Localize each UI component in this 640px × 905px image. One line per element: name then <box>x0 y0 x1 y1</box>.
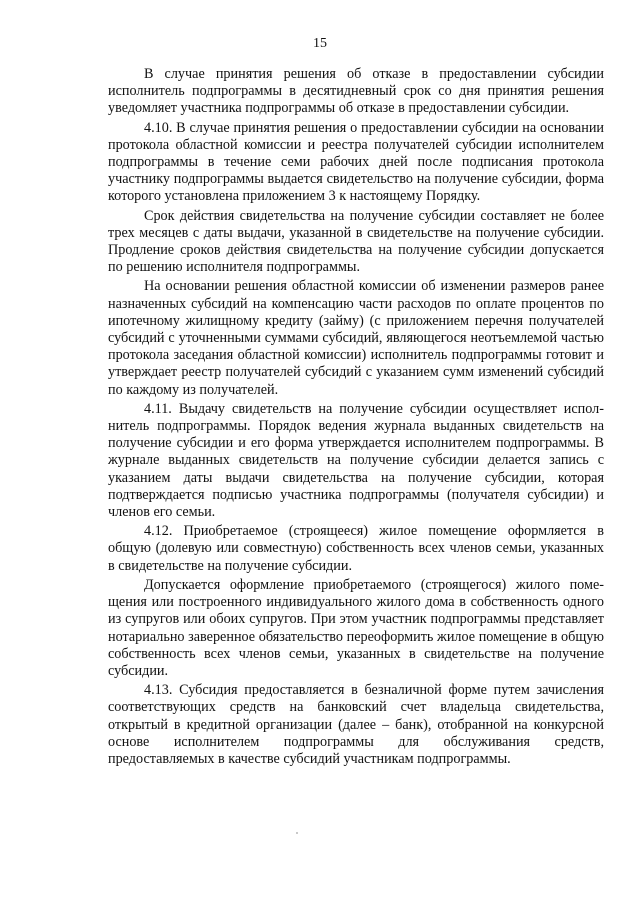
paragraph-ownership: Допускается оформление приобретаемого (строящегося) жилого помещения или построенного индивидуального жилого дома в собственность одного из супругов или обоих супругов. При этом участник подпрограммы представляет нотариально заверенное обязательство переоформить жилое помещение в общую собственность всех членов семьи, указанных в свидетельстве на получение субсидии. <box>108 576 604 679</box>
paragraph-subsidy-changes: На основании решения областной комиссии об изменении размеров ранее назначенных субсидий на компенсацию части расходов по оплате процентов по ипотечному жилищному кредиту (займу) (с приложением перечня получателей субсидий с уточненными суммами субсидий, являющегося неотъемлемой частью протокола заседания областной комиссии) исполнитель подпрограммы готовит и утверждает реестр получателей субсидий с указанием сумм изменений субсидий по каждому из получателей. <box>108 278 604 398</box>
scan-speck <box>296 832 298 834</box>
paragraph-certificate-validity: Срок действия свидетельства на получение субсидии составляет не более трех месяцев с даты выдачи, указанной в свидетельстве на получение субсидии. Продление сроков действия свидетельства на получение субсидии допускается по решению исполнителя подпрограммы. <box>108 207 604 276</box>
paragraph-4-13: 4.13. Субсидия предоставляется в безналичной форме путем зачисления соответствующих средств на банковский счет владельца свидетельства, открытый в кредитной организации (далее – банк), отобранной на конкурсной основе исполнителем подпрограммы для обслуживания средств, предоставляемых в качестве субсидий участникам подпрограммы. <box>108 682 604 767</box>
paragraph-4-10: 4.10. В случае принятия решения о предоставлении субсидии на основании протокола областной комиссии и реестра получателей субсидии исполнителем подпрограммы в течение семи рабочих дней после подписания протокола участнику подпрограммы выдается свидетельство на получение субсидии, форма которого установлена приложением 3 к настоящему Порядку. <box>108 119 604 205</box>
paragraph-refusal-notice: В случае принятия решения об отказе в предоставлении субсидии исполнитель подпрограммы в десятидневный срок со дня принятия решения уведомляет участника подпрограммы об отказе в предоставлении субсидии. <box>108 66 604 117</box>
paragraph-4-11: 4.11. Выдачу свидетельств на получение субсидии осуществляет исполнитель подпрограммы. Порядок ведения журнала выданных свидетельств на получение субсидии и его форма утверждается исполнителем подпрограммы. В журнале выданных свидетельств на получение субсидии делается запись с указанием даты выдачи свидетельства на получение субсидии, которая подтверждается подписью участника подпрограммы (получателя субсидии) и членов его семьи. <box>108 400 604 521</box>
page-number: 15 <box>313 36 327 51</box>
document-body <box>108 66 604 768</box>
paragraph-4-12: 4.12. Приобретаемое (строящееся) жилое помещение оформляется в общую (долевую или совместную) собственность всех членов семьи, указанных в свидетельстве на получение субсидии. <box>108 523 604 574</box>
